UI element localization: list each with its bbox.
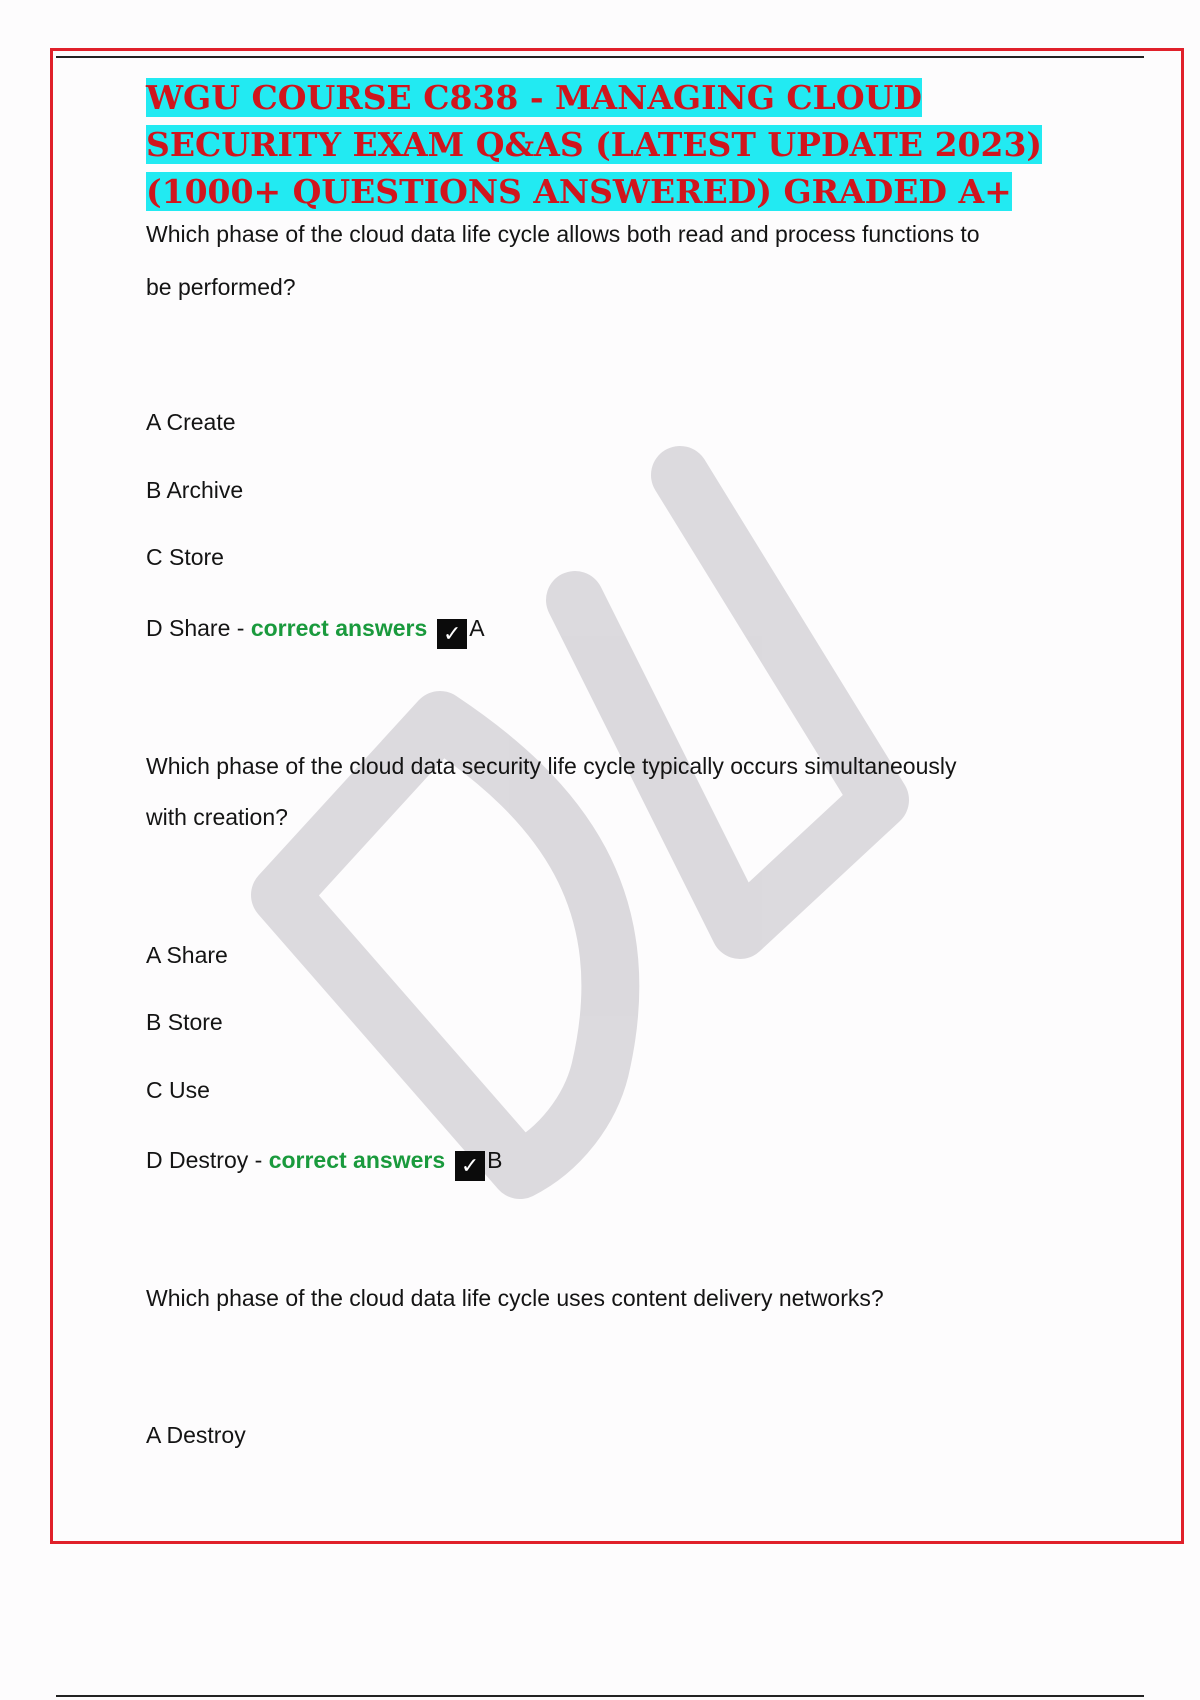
question-1-option-d-label: D Share - (146, 615, 251, 641)
check-icon: ✓ (455, 1151, 485, 1181)
question-1-option-d (146, 614, 485, 649)
top-rule (56, 56, 1144, 58)
correct-answers-label: correct answers (268, 1147, 446, 1173)
question-2-option-d-label: D Destroy - (146, 1147, 269, 1173)
correct-answers-label: correct answers (250, 615, 428, 641)
question-2-option-d (146, 1146, 502, 1181)
question-2-text-line1: Which phase of the cloud data security life cycle typically occurs simultaneously (146, 753, 957, 779)
answer-letter: A (469, 615, 485, 641)
question-3-text-line1: Which phase of the cloud data life cycle uses content delivery networks? (146, 1285, 884, 1311)
question-2-option-a: A Share (146, 942, 228, 968)
bottom-rule (56, 1695, 1144, 1697)
question-1-text-line1: Which phase of the cloud data life cycle allows both read and process functions to (146, 221, 980, 247)
question-2-option-c: C Use (146, 1077, 210, 1103)
question-2-option-b: B Store (146, 1009, 223, 1035)
check-icon: ✓ (437, 619, 467, 649)
question-1-option-b: B Archive (146, 477, 244, 503)
question-2-text-line2: with creation? (146, 804, 288, 830)
question-1-option-c: C Store (146, 544, 224, 570)
answer-letter: B (487, 1147, 503, 1173)
document-title: WGU COURSE C838 - MANAGING CLOUD SECURITY EXAM Q&AS (LATEST UPDATE 2023)(1000+ QUESTIONS ANSWERED) GRADED A+ (146, 78, 1043, 211)
question-1-option-a: A Create (146, 409, 236, 435)
question-3-option-a: A Destroy (146, 1422, 246, 1448)
question-1-text-line2: be performed? (146, 274, 296, 300)
